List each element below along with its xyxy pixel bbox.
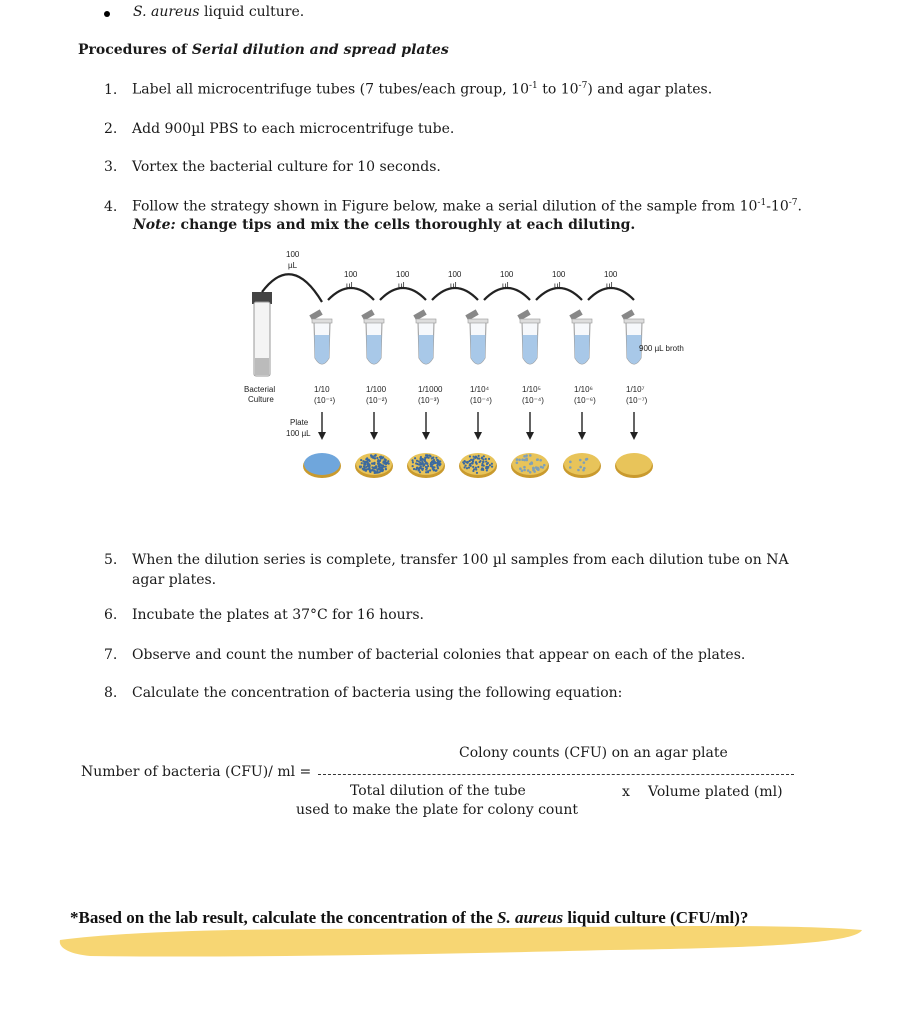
colony: [414, 457, 416, 459]
colony: [532, 467, 535, 470]
colony: [583, 467, 586, 470]
colony: [516, 458, 519, 461]
colony: [491, 463, 493, 465]
colony: [382, 462, 384, 464]
colony: [485, 460, 487, 462]
broth-label: 900 µL broth: [639, 344, 684, 353]
colony: [465, 464, 467, 466]
agar-plate: [355, 453, 393, 478]
tube-dilution-exponent: (10⁻⁷): [626, 396, 648, 405]
colony: [372, 468, 374, 470]
equation-volume: Volume plated (ml): [648, 784, 783, 800]
colony: [527, 469, 530, 472]
colony: [539, 459, 542, 462]
equation-times: x: [622, 784, 630, 800]
colony: [427, 465, 429, 467]
colony: [364, 461, 366, 463]
colony: [468, 466, 470, 468]
step-3: 3. Vortex the bacterial culture for 10 seconds.: [104, 159, 441, 175]
tube-dilution-exponent: (10⁻⁶): [574, 396, 596, 405]
colony: [516, 461, 519, 464]
colony: [518, 458, 521, 461]
colony: [476, 472, 478, 474]
colony: [361, 462, 363, 464]
colony: [374, 457, 376, 459]
colony: [416, 466, 418, 468]
colony: [384, 458, 386, 460]
culture-label-1: Bacterial: [244, 385, 276, 394]
transfer-label-unit: µL: [450, 281, 460, 290]
colony: [485, 458, 487, 460]
colony: [419, 471, 421, 473]
colony: [529, 454, 532, 457]
colony: [585, 458, 588, 461]
colony: [373, 467, 375, 469]
colony: [475, 468, 477, 470]
step-6: 6. Incubate the plates at 37°C for 16 hours.: [104, 607, 424, 623]
dilution-tube: [569, 309, 596, 440]
tube-dilution-exponent: (10⁻⁴): [522, 396, 544, 405]
colony: [478, 455, 480, 457]
agar-plate: [615, 453, 653, 478]
colony: [579, 466, 582, 469]
colony: [429, 455, 431, 457]
transfer-label-unit: µL: [346, 281, 356, 290]
colony: [367, 468, 369, 470]
colony: [479, 460, 481, 462]
equation-denominator-1: Total dilution of the tube: [350, 783, 526, 799]
colony: [579, 459, 582, 462]
colony: [466, 467, 468, 469]
tube-dilution-fraction: 1/10⁵: [522, 385, 541, 394]
colony: [523, 469, 526, 472]
colony: [569, 466, 572, 469]
agar-plate: [407, 453, 445, 478]
step-1: 1. Label all microcentrifuge tubes (7 tubes/each group, $10^{-1}$ to $10^{-7}$) and agar plates.: [104, 81, 713, 98]
colony: [420, 459, 422, 461]
colony: [362, 468, 364, 470]
colony: [378, 471, 380, 473]
colony: [462, 461, 464, 463]
tube-dilution-fraction: 1/10⁷: [626, 385, 645, 394]
colony: [481, 456, 483, 458]
colony: [424, 459, 426, 461]
fraction-bar: [318, 774, 794, 775]
colony: [429, 469, 431, 471]
dilution-tube: [413, 309, 443, 440]
transfer-label-num: 100: [604, 270, 618, 279]
colony: [372, 455, 374, 457]
colony: [417, 469, 419, 471]
colony: [366, 461, 368, 463]
colony: [422, 463, 424, 465]
colony: [419, 467, 421, 469]
agar-plate: [511, 453, 549, 478]
colony: [486, 469, 488, 471]
colony: [376, 457, 378, 459]
colony: [469, 455, 471, 457]
transfer-label-unit: µL: [606, 281, 616, 290]
colony: [477, 466, 479, 468]
tube-dilution-exponent: (10⁻¹): [314, 396, 336, 405]
bullet-item: S. aureus liquid culture.: [133, 4, 305, 20]
colony: [471, 462, 473, 464]
colony: [368, 466, 370, 468]
transfer-label-num: 100: [500, 270, 514, 279]
colony: [489, 464, 491, 466]
transfer-label-num: 100: [396, 270, 410, 279]
colony: [486, 466, 488, 468]
colony: [377, 463, 379, 465]
tube-dilution-exponent: (10⁻³): [418, 396, 440, 405]
colony: [536, 458, 539, 461]
colony: [472, 466, 474, 468]
colony: [482, 458, 484, 460]
colony: [385, 468, 387, 470]
step-8: 8. Calculate the concentration of bacteria using the following equation:: [104, 685, 623, 701]
culture-label-2: Culture: [248, 395, 274, 404]
colony: [475, 461, 477, 463]
colony: [412, 461, 414, 463]
colony: [369, 460, 371, 462]
serial-dilution-figure: [230, 240, 710, 500]
colony: [491, 466, 493, 468]
transfer-label-num: 100: [448, 270, 462, 279]
colony: [435, 457, 437, 459]
colony: [412, 465, 414, 467]
tube-dilution-fraction: 1/1000: [418, 385, 443, 394]
colony: [529, 471, 532, 474]
colony: [537, 468, 540, 471]
colony: [413, 468, 415, 470]
colony: [438, 462, 440, 464]
plate-label-2: 100 µL: [286, 429, 311, 438]
colony: [382, 469, 384, 471]
colony: [379, 465, 381, 467]
transfer-label-unit: µL: [288, 261, 298, 270]
colony: [426, 463, 428, 465]
colony: [427, 454, 429, 456]
step-7: 7. Observe and count the number of bacterial colonies that appear on each of the plates.: [104, 647, 746, 663]
equation-numerator: Colony counts (CFU) on an agar plate: [459, 745, 728, 761]
tube-dilution-exponent: (10⁻⁴): [470, 396, 492, 405]
colony: [469, 460, 471, 462]
colony: [378, 467, 380, 469]
colony: [436, 459, 438, 461]
section-heading: Procedures of Serial dilution and spread plates: [78, 42, 449, 58]
agar-plate: [563, 453, 601, 478]
colony: [543, 464, 546, 467]
colony: [525, 454, 528, 457]
colony: [365, 466, 367, 468]
tube-dilution-fraction: 1/10: [314, 385, 330, 394]
colony: [374, 454, 376, 456]
colony: [431, 457, 433, 459]
dilution-tube: [309, 309, 335, 440]
colony: [424, 457, 426, 459]
colony: [364, 469, 366, 471]
colony: [376, 470, 378, 472]
colony: [374, 472, 376, 474]
colony: [432, 466, 434, 468]
colony: [541, 466, 544, 469]
colony: [433, 459, 435, 461]
colony: [519, 467, 522, 470]
tube-dilution-fraction: 1/10⁴: [470, 385, 490, 394]
transfer-label-unit: µL: [398, 281, 408, 290]
step-4: 4. Follow the strategy shown in Figure below, make a serial dilution of the sample from $10^{-1}-10^{-7}$.: [104, 198, 802, 215]
plate-label-1: Plate: [290, 418, 309, 427]
colony: [433, 469, 435, 471]
colony: [486, 463, 488, 465]
dilution-tube: [517, 309, 544, 440]
colony: [422, 468, 424, 470]
culture-tube: [252, 292, 272, 376]
colony: [418, 460, 420, 462]
colony: [437, 466, 439, 468]
colony: [411, 459, 413, 461]
colony: [427, 471, 429, 473]
colony: [488, 458, 490, 460]
colony: [529, 463, 532, 466]
colony: [425, 471, 427, 473]
step-5: 5. When the dilution series is complete, transfer 100 µl samples from each dilution tube on NA agar plates.: [104, 552, 789, 588]
colony: [380, 456, 382, 458]
tube-dilution-fraction: 1/100: [366, 385, 387, 394]
transfer-label-num: 100: [344, 270, 358, 279]
dilution-tube: [361, 309, 387, 440]
equation-denominator-2: used to make the plate for colony count: [296, 802, 579, 818]
transfer-label-unit: µL: [554, 281, 564, 290]
colony: [475, 456, 477, 458]
colony: [583, 461, 586, 464]
colony: [481, 463, 483, 465]
colony: [472, 459, 474, 461]
colony: [382, 456, 384, 458]
agar-plate: [459, 453, 497, 478]
colony: [388, 462, 390, 464]
equation-lhs: Number of bacteria (CFU)/ ml =: [81, 764, 312, 780]
colony: [363, 464, 365, 466]
colony: [366, 457, 368, 459]
question-text: *Based on the lab result, calculate the concentration of the S. aureus liquid culture (CFU/ml)?: [70, 908, 749, 927]
tube-dilution-exponent: (10⁻²): [366, 396, 388, 405]
colony: [526, 459, 529, 462]
colony: [373, 462, 375, 464]
tube-dilution-fraction: 1/10⁶: [574, 385, 593, 394]
bullet-dot: [104, 11, 110, 17]
colony: [577, 469, 580, 472]
colony: [421, 461, 423, 463]
transfer-label-num: 100: [286, 250, 300, 259]
colony: [387, 460, 389, 462]
step-2: 2. Add 900µl PBS to each microcentrifuge tube.: [104, 121, 455, 137]
agar-plate: [303, 453, 341, 478]
colony: [521, 470, 524, 473]
colony: [369, 470, 371, 472]
colony: [469, 463, 471, 465]
colony: [385, 466, 387, 468]
colony: [482, 461, 484, 463]
dilution-tube: [465, 309, 492, 440]
transfer-label-unit: µL: [502, 281, 512, 290]
colony: [428, 457, 430, 459]
colony: [435, 469, 437, 471]
colony: [569, 461, 572, 464]
transfer-label-num: 100: [552, 270, 566, 279]
colony: [418, 463, 420, 465]
step-4-note: Note: change tips and mix the cells thoroughly at each diluting.: [133, 217, 636, 233]
colony: [472, 470, 474, 472]
colony: [381, 464, 383, 466]
dilution-tube: [621, 309, 647, 440]
colony: [481, 467, 483, 469]
colony: [523, 466, 526, 469]
colony: [384, 461, 386, 463]
colony: [475, 467, 477, 469]
colony: [360, 459, 362, 461]
colony: [378, 460, 380, 462]
colony: [430, 463, 432, 465]
colony: [360, 466, 362, 468]
colony: [464, 466, 466, 468]
